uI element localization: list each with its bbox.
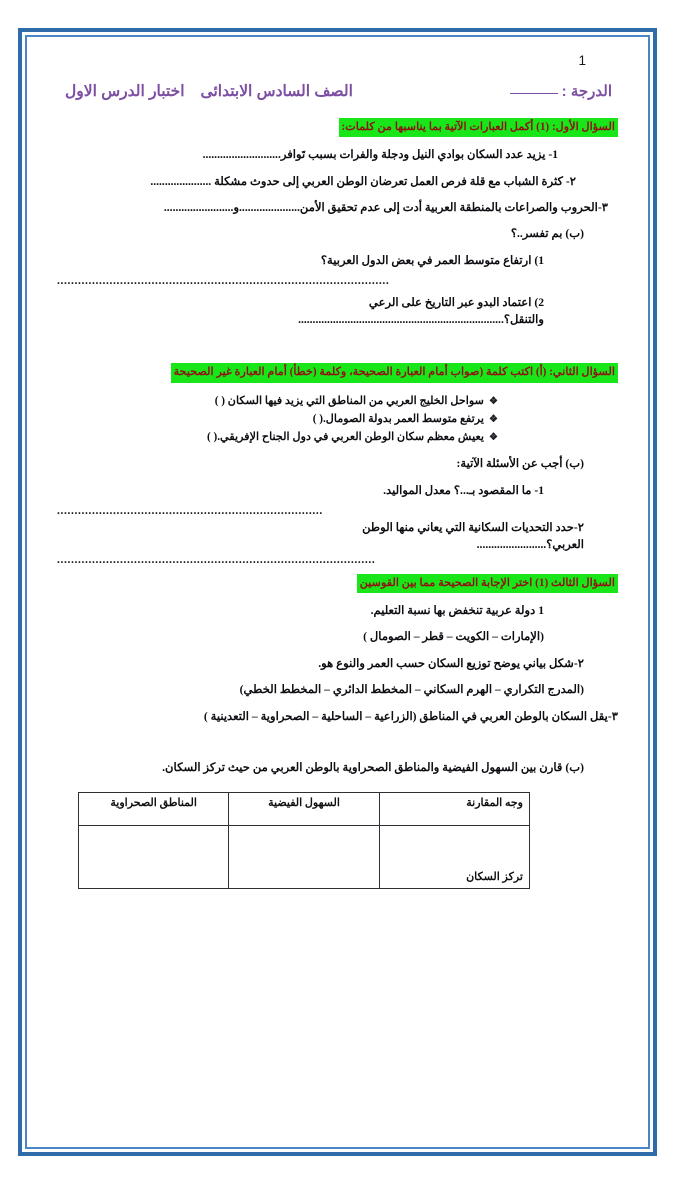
table-cell-answer-deserts[interactable] (79, 826, 229, 889)
q3-item-3[interactable]: ٣-يقل السكان بالوطن العربي في المناطق (الزراعية – الساحلية – الصحراوية – التعدينية ) (203, 709, 618, 723)
page-title (65, 82, 353, 101)
grade-field[interactable] (510, 82, 612, 100)
q2-bullet-text-3: يعيش معظم سكان الوطن العربي في دول الجناح الإفريقي.( ) (206, 431, 484, 444)
q2-answer-line-2[interactable]: ........................................................................................... (57, 553, 376, 567)
comparison-table (78, 792, 530, 889)
q2-bullet-item (57, 410, 498, 428)
q1-part-b-label: (ب) بم تفسر..؟ (510, 227, 584, 241)
grade-label: الدرجة : (561, 83, 612, 100)
q2-bullet-text-1: سواحل الخليج العربي من المناطق التي يزيد فيها السكان ( ) (214, 394, 484, 407)
table-header-row (79, 793, 530, 826)
question-3-banner-row (57, 573, 618, 593)
table-header-cell-3: المناطق الصحراوية (79, 793, 229, 826)
q2-bullet-item (57, 392, 498, 410)
table-row (79, 826, 530, 889)
document-header (57, 82, 618, 101)
q3-item-2: ٢-شكل بياني يوضح توزيع السكان حسب العمر والنوع هو. (318, 656, 584, 670)
question-2-banner-row (57, 362, 618, 382)
q2-b-item-2: ٢-حدد التحديات السكانية التي يعاني منها الوطن (362, 520, 584, 534)
q2-part-b-label: (ب) أجب عن الأسئلة الآتية: (456, 457, 584, 471)
table-cell-answer-plains[interactable] (229, 826, 379, 889)
q1-sub-item-1: 1) ارتفاع متوسط العمر في بعض الدول العربية؟ (320, 253, 544, 267)
class-title: الصف السادس الابتدائى (200, 83, 353, 100)
diamond-bullet-icon: ❖ (489, 413, 498, 425)
diamond-bullet-icon: ❖ (489, 395, 498, 407)
q1-item-2: ٢- كثرة الشباب مع قلة فرص العمل تعرضان الوطن العربي إلى حدوث مشكلة ..................... (150, 174, 576, 188)
q2-b-item-2-tail[interactable]: العربي؟........................ (476, 537, 584, 551)
page-border-outer (18, 28, 657, 1156)
q2-bullet-item (57, 428, 498, 446)
table-header-cell-1: وجه المقارنة (379, 793, 529, 826)
q3-option-1[interactable]: (الإمارات – الكويت – قطر – الصومال ) (363, 630, 544, 644)
q2-answer-line-1[interactable]: ............................................................................ (57, 504, 323, 518)
table-header-cell-2: السهول الفيضية (229, 793, 379, 826)
q3-option-2[interactable]: (المدرج التكراري – الهرم السكاني – المخطط الدائري – المخطط الخطي) (239, 683, 584, 697)
question-1-banner: السؤال الأول: (1) أكمل العبارات الآتية بما يناسبها من كلمات: (339, 118, 618, 137)
q1-sub-item-2-tail[interactable]: والتنقل؟....................................................................... (298, 313, 544, 327)
question-1-banner-row (57, 117, 618, 137)
table-cell-label: تركز السكان (379, 826, 529, 889)
page-number: 1 (578, 53, 586, 68)
page-border-inner (25, 35, 650, 1149)
worksheet-content (35, 45, 640, 1139)
q1-item-3: ٣-الحروب والصراعات بالمنطقة العربية أدت إلى عدم تحقيق الأمن.....................و........................ (163, 201, 608, 215)
exam-title: اختبار الدرس الاول (65, 83, 185, 100)
q1-sub-item-2: 2) اعتماد البدو عبر التاريخ على الرعي (368, 295, 544, 309)
q3-part-b-label: (ب) قارن بين السهول الفيضية والمناطق الصحراوية بالوطن العربي من حيث تركز السكان. (162, 760, 584, 774)
question-2-banner: السؤال الثاني: (أ) اكتب كلمة (صواب أمام العبارة الصحيحة، وكلمة (خطأ) أمام العبارة غير الصحيحة (171, 363, 618, 382)
q3-item-1: 1 دولة عربية تنخفض بها نسبة التعليم. (370, 604, 544, 618)
q1-item-1: 1- يزيد عدد السكان بوادي النيل ودجلة والفرات بسبب تَوافر........................... (202, 148, 558, 162)
q2-bullet-list (57, 392, 618, 447)
q2-bullet-text-2: يرتفع متوسط العمر بدولة الصومال.( ) (312, 412, 484, 425)
grade-blank-line[interactable] (510, 93, 558, 94)
q1-answer-line-1[interactable]: ............................................................................................... (57, 274, 390, 288)
question-3-banner: السؤال الثالث (1) اختر الإجابة الصحيحة مما بين القوسين (357, 574, 618, 593)
q2-b-item-1: 1- ما المقصود بـ...؟ معدل المواليد. (383, 483, 544, 497)
diamond-bullet-icon: ❖ (489, 432, 498, 444)
